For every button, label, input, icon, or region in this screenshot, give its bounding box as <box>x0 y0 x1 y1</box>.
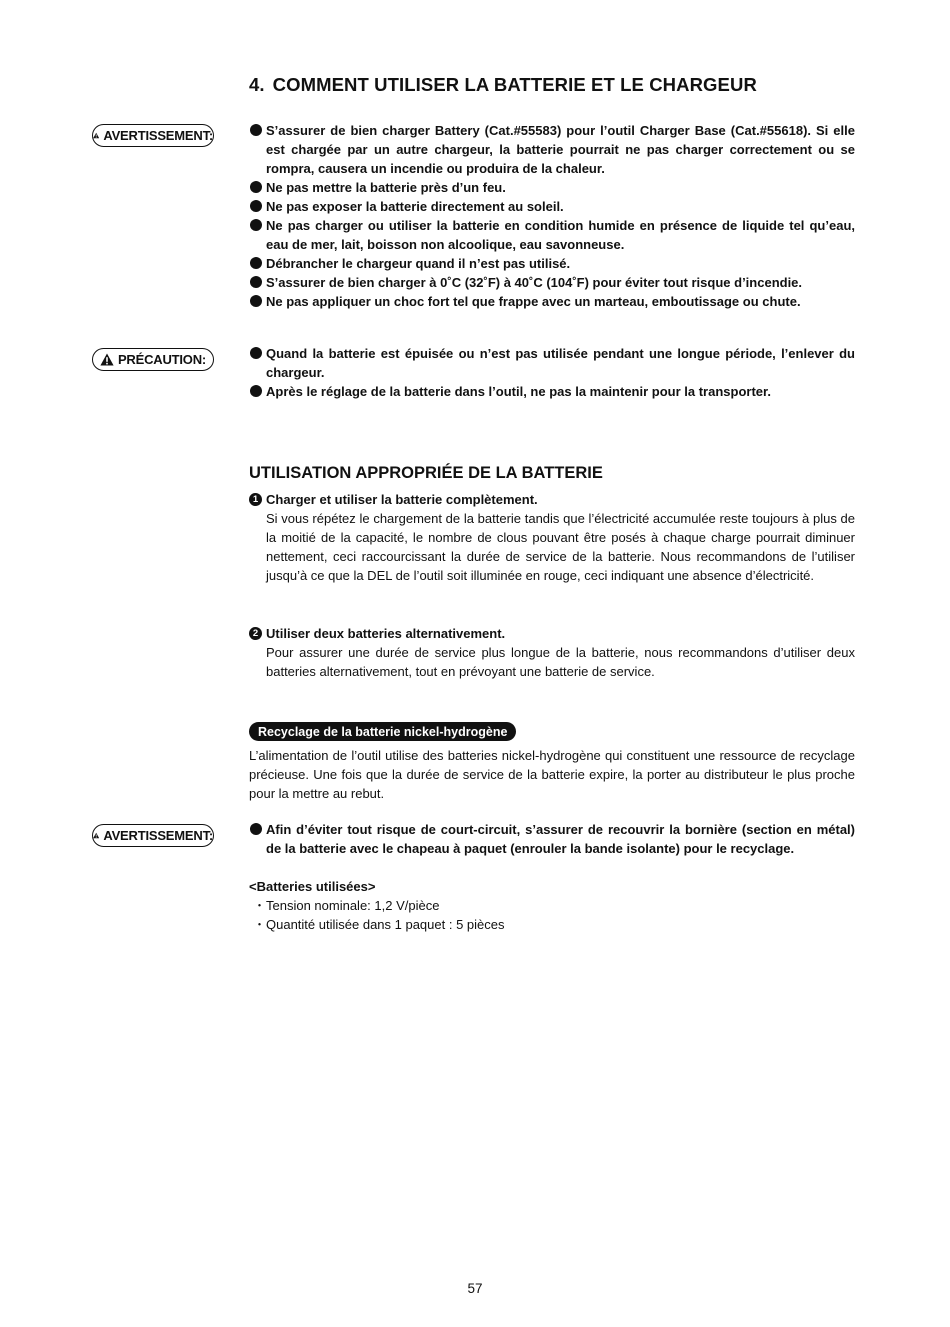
recycling-warning-list <box>249 820 855 858</box>
list-item: S’assurer de bien charger à 0˚C (32˚F) à 40˚C (104˚F) pour éviter tout risque d’incendie. <box>249 273 855 292</box>
list-item: Ne pas mettre la batterie près d’un feu. <box>249 178 855 197</box>
usage-item-title: Utiliser deux batteries alternativement. <box>266 626 506 641</box>
batteries-used-list <box>249 896 505 934</box>
number-circle-icon: 1 <box>249 493 262 506</box>
list-item: Quand la batterie est épuisée ou n’est pas utilisée pendant une longue période, l’enlever du chargeur. <box>249 344 855 382</box>
bullet-mark: ・ <box>253 898 267 913</box>
caution-badge <box>92 348 214 371</box>
section-number: 4. <box>249 74 265 95</box>
warning-badge <box>92 824 214 847</box>
usage-item-body: Pour assurer une durée de service plus longue de la batterie, nous recommandons d’utiliser deux batteries alternativement, tout en prévoyant une batterie de service. <box>266 645 855 679</box>
bullet-mark: ・ <box>253 917 267 932</box>
bullet-dot-icon <box>250 295 262 307</box>
list-item: Afin d’éviter tout risque de court-circuit, s’assurer de recouvrir la bornière (section en métal) de la batterie avec le chapeau à paquet (enrouler la bande isolante) pour le recyclage. <box>249 820 855 858</box>
list-item: Ne pas exposer la batterie directement au soleil. <box>249 197 855 216</box>
page-number: 57 <box>467 1281 483 1296</box>
bullet-dot-icon <box>250 257 262 269</box>
bullet-dot-icon <box>250 181 262 193</box>
list-item: Ne pas appliquer un choc fort tel que frappe avec un marteau, emboutissage ou chute. <box>249 292 855 311</box>
caution-label: PRÉCAUTION: <box>117 352 207 367</box>
usage-item <box>249 490 855 585</box>
page-title <box>249 74 757 96</box>
bullet-dot-icon <box>250 823 262 835</box>
warning-triangle-icon <box>93 829 99 842</box>
warning-triangle-icon <box>93 129 99 142</box>
usage-item-body: Si vous répétez le chargement de la batterie tandis que l’électricité accumulée reste toujours à plus de la moitié de la capacité, le nombre de clous pouvant être posés à chaque charge pourrait diminuer nettement, ceci raccourcissant la durée de service de la batterie. Nous recommandons de l’utiliser jusqu’à ce que la DEL de l’outil soit illuminée en rouge, ceci indiquant une absence d’électricité. <box>266 511 855 583</box>
section-title: COMMENT UTILISER LA BATTERIE ET LE CHARGEUR <box>272 74 757 95</box>
bullet-dot-icon <box>250 200 262 212</box>
list-item: ・ Quantité utilisée dans 1 paquet : 5 pièces <box>253 917 505 932</box>
usage-item-title: Charger et utiliser la batterie complètement. <box>266 492 538 507</box>
warning-label: AVERTISSEMENT: <box>103 828 213 843</box>
usage-heading: UTILISATION APPROPRIÉE DE LA BATTERIE <box>249 464 603 482</box>
bullet-dot-icon <box>250 219 262 231</box>
number-circle-icon: 2 <box>249 627 262 640</box>
recycling-paragraph: L’alimentation de l’outil utilise des batteries nickel-hydrogène qui constituent une ressource de recyclage précieuse. Une fois que la durée de service de la batterie expire, la porter au distributeur le plus proche pour la mettre au rebut. <box>249 748 855 801</box>
list-item: S’assurer de bien charger Battery (Cat.#55583) pour l’outil Charger Base (Cat.#55618). Si elle est chargée par un autre chargeur, la batterie pourrait ne pas charger correctement ou se rompra, causera un incendie ou produira de la chaleur. <box>249 121 855 178</box>
bullet-dot-icon <box>250 276 262 288</box>
list-item: Après le réglage de la batterie dans l’outil, ne pas la maintenir pour la transporter. <box>249 382 855 401</box>
list-item: Débrancher le chargeur quand il n’est pas utilisé. <box>249 254 855 273</box>
warning-badge <box>92 124 214 147</box>
recycling-pill: Recyclage de la batterie nickel-hydrogène <box>249 722 516 741</box>
bullet-dot-icon <box>250 347 262 359</box>
bullet-dot-icon <box>250 124 262 136</box>
caution-list <box>249 344 855 401</box>
bullet-dot-icon <box>250 385 262 397</box>
warning-triangle-icon <box>100 353 114 366</box>
list-item: ・ Tension nominale: 1,2 V/pièce <box>253 898 440 913</box>
usage-item <box>249 624 855 681</box>
batteries-used-heading: <Batteries utilisées> <box>249 879 376 894</box>
warning-list <box>249 121 855 311</box>
warning-label: AVERTISSEMENT: <box>103 128 213 143</box>
list-item: Ne pas charger ou utiliser la batterie en condition humide en présence de liquide tel qu’eau, eau de mer, lait, boisson non alcoolique, eau savonneuse. <box>249 216 855 254</box>
